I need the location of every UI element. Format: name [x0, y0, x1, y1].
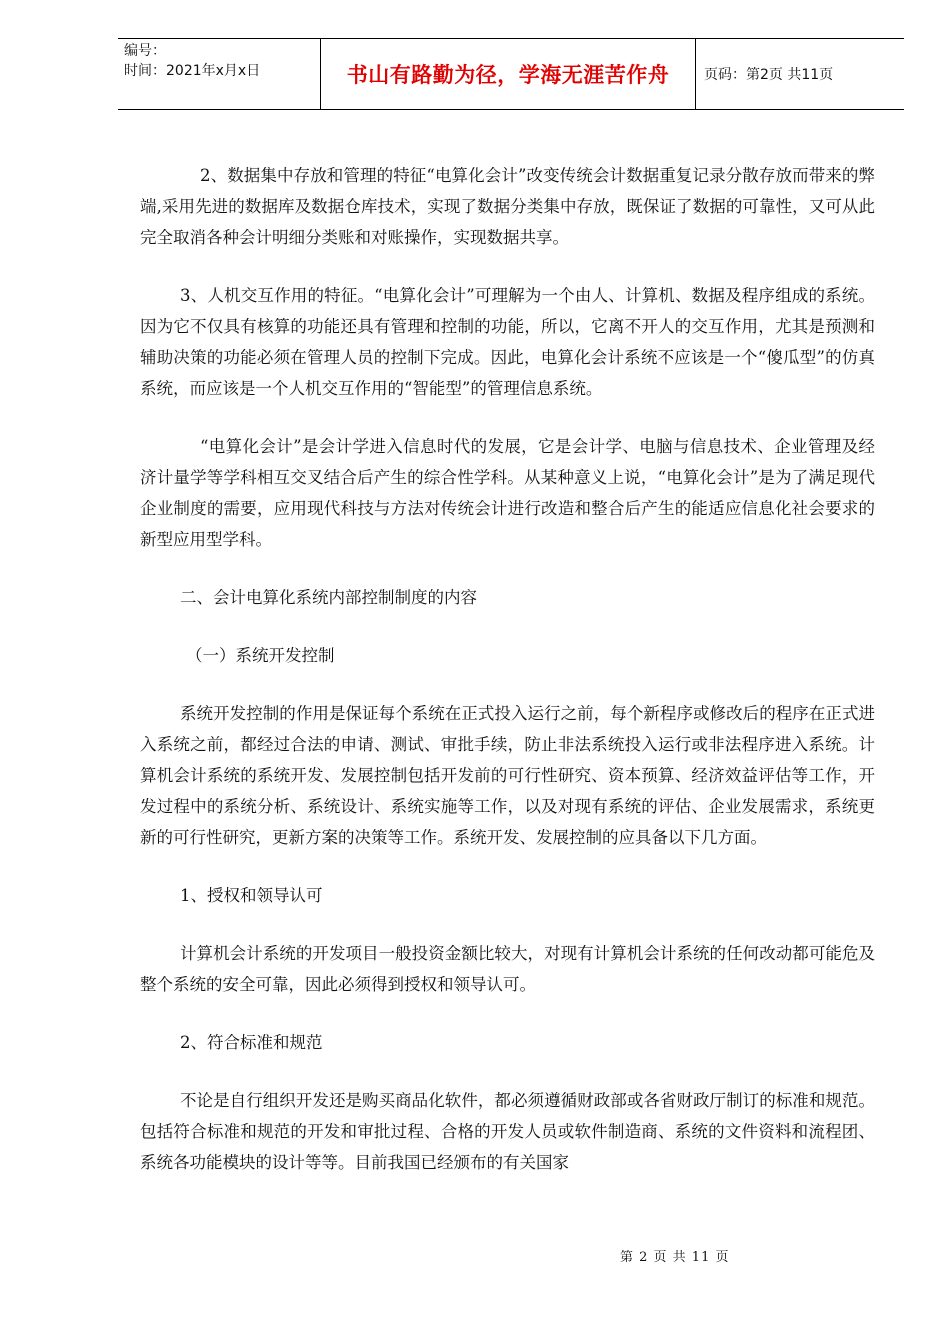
- body-paragraph: 1、授权和领导认可: [180, 886, 323, 905]
- header-time-label: 时间：2021年x月x日: [124, 63, 261, 79]
- body-paragraph: （一）系统开发控制: [186, 646, 335, 665]
- header-number-label: 编号：: [124, 43, 166, 59]
- header-motto: 书山有路勤为径，学海无涯苦作舟: [321, 39, 696, 109]
- body-paragraph: 计算机会计系统的开发项目一般投资金额比较大，对现有计算机会计系统的任何改动都可能危及整个系统的安全可靠，因此必须得到授权和领导认可。: [140, 944, 875, 994]
- page-footer: 第 2 页 共 11 页: [620, 1250, 730, 1265]
- document-body: [140, 160, 875, 1178]
- body-paragraph: “电算化会计”是会计学进入信息时代的发展，它是会计学、电脑与信息技术、企业管理及经济计量学等学科相互交叉结合后产生的综合性学科。从某种意义上说，“电算化会计”是为了满足现代企业制度的需要，应用现代科技与方法对传统会计进行改造和整合后产生的能适应信息化社会要求的新型应用型学科。: [140, 437, 875, 549]
- body-paragraph: 二、会计电算化系统内部控制制度的内容: [180, 588, 477, 607]
- body-paragraph: 3、人机交互作用的特征。“电算化会计”可理解为一个由人、计算机、数据及程序组成的系统。因为它不仅具有核算的功能还具有管理和控制的功能，所以，它离不开人的交互作用，尤其是预测和辅助决策的功能必须在管理人员的控制下完成。因此，电算化会计系统不应该是一个“傻瓜型”的仿真系统，而应该是一个人机交互作用的“智能型”的管理信息系统。: [140, 286, 875, 398]
- body-paragraph: 2、符合标准和规范: [180, 1033, 323, 1052]
- body-paragraph: 不论是自行组织开发还是购买商品化软件，都必须遵循财政部或各省财政厅制订的标准和规范。包括符合标准和规范的开发和审批过程、合格的开发人员或软件制造商、系统的文件资料和流程团、系统各功能模块的设计等等。目前我国已经颁布的有关国家: [140, 1091, 875, 1172]
- body-paragraph: 2、数据集中存放和管理的特征“电算化会计”改变传统会计数据重复记录分散存放而带来的弊端,采用先进的数据库及数据仓库技术，实现了数据分类集中存放，既保证了数据的可靠性，又可从此完全取消各种会计明细分类账和对账操作，实现数据共享。: [140, 166, 875, 247]
- document-header: [118, 38, 904, 110]
- header-meta: [118, 39, 321, 109]
- header-page-label: 页码：第2页 共11页: [704, 67, 834, 83]
- body-paragraph: 系统开发控制的作用是保证每个系统在正式投入运行之前，每个新程序或修改后的程序在正式进入系统之前，都经过合法的申请、测试、审批手续，防止非法系统投入运行或非法程序进入系统。计算机会计系统的系统开发、发展控制包括开发前的可行性研究、资本预算、经济效益评估等工作，开发过程中的系统分析、系统设计、系统实施等工作，以及对现有系统的评估、企业发展需求，系统更新的可行性研究，更新方案的决策等工作。系统开发、发展控制的应具备以下几方面。: [140, 704, 875, 847]
